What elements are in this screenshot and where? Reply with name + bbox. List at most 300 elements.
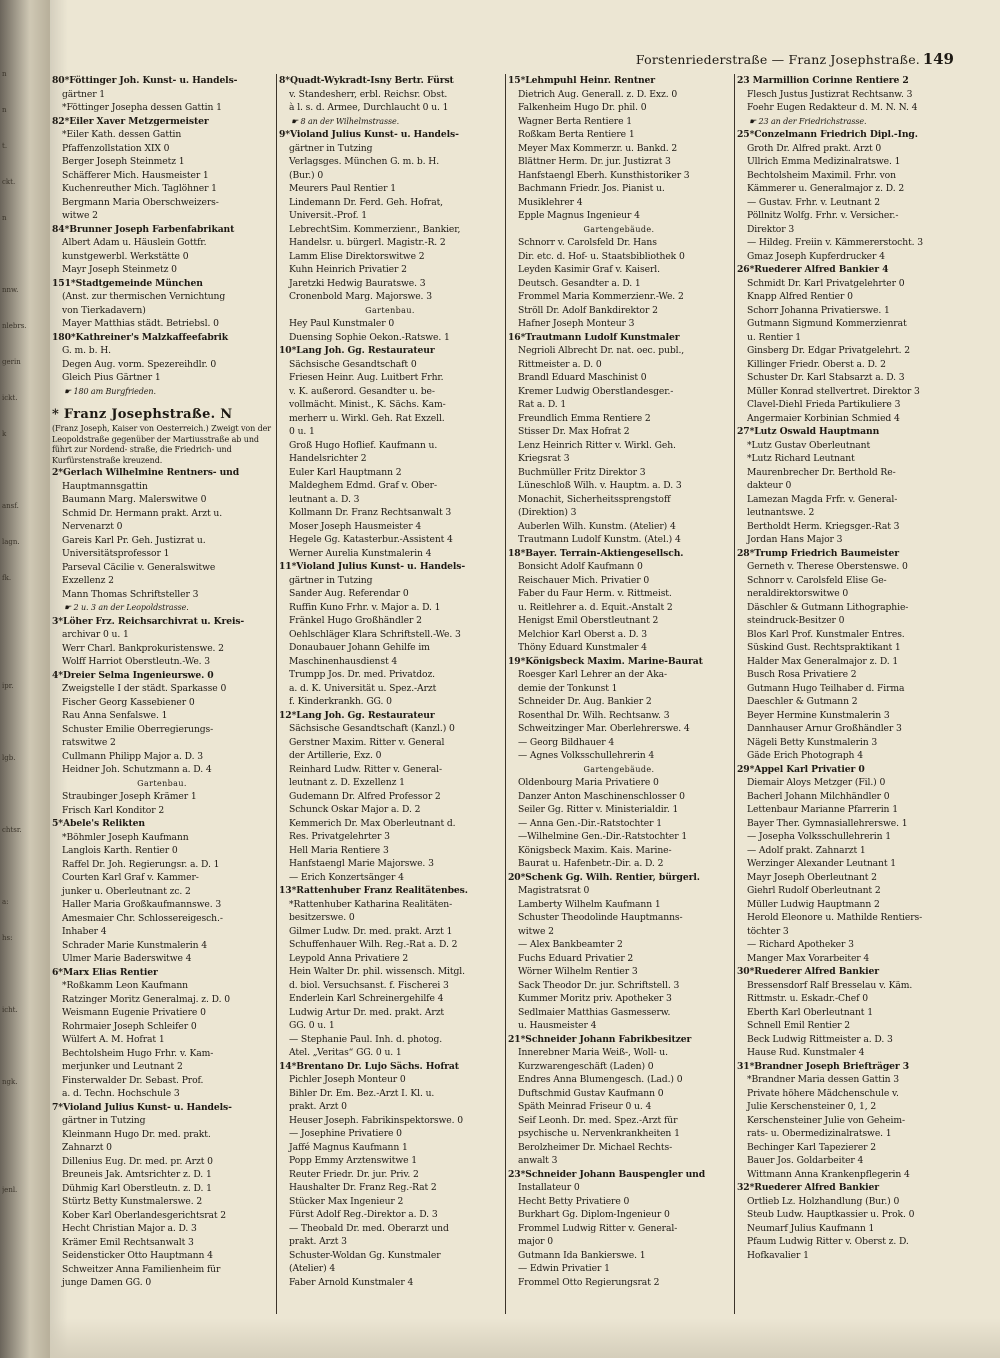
resident-entry: Albert Adam u. Häuslein Gottfr. (62, 237, 207, 248)
facing-page-fragment: jenl. (2, 1186, 18, 1194)
resident-entry: Bacherl Johann Milchhändler 0 (747, 790, 890, 802)
resident-entry: Killinger Friedr. Oberst a. D. 2 (747, 358, 886, 370)
resident-entry: Oldenbourg Maria Privatiere 0 (518, 777, 659, 788)
resident-entry: junker u. Oberleutnant zc. 2 (62, 885, 191, 897)
resident-entry: Atel. „Veritas“ GG. 0 u. 1 (289, 1047, 402, 1058)
resident-entry: Jaffé Magnus Kaufmann 1 (289, 1141, 408, 1153)
resident-entry: Schneider Dr. Aug. Bankier 2 (518, 696, 652, 707)
resident-entry: Moser Joseph Hausmeister 4 (289, 520, 422, 532)
resident-entry: Schrader Marie Kunstmalerin 4 (62, 939, 208, 951)
facing-page-fragment: nlebrs. (2, 322, 27, 330)
resident-entry: Julie Kerschensteiner 0, 1, 2 (747, 1101, 877, 1112)
resident-entry: Endres Anna Blumengesch. (Lad.) 0 (518, 1074, 683, 1085)
resident-entry: dakteur 0 (747, 480, 792, 491)
resident-entry: Rau Anna Senfalswe. 1 (62, 710, 168, 721)
resident-entry: — Josepha Volksschullehrerin 1 (747, 831, 891, 842)
resident-entry: Schuffenhauer Wilh. Reg.-Rat a. D. 2 (289, 939, 458, 950)
resident-entry: Hein Walter Dr. phil. wissensch. Mitgl. (289, 966, 465, 977)
resident-entry: Zweigstelle I der städt. Sparkasse 0 (62, 683, 227, 694)
resident-entry: Frommel Ludwig Ritter v. General- (518, 1222, 678, 1234)
facing-page-fragment: t. (2, 142, 8, 150)
resident-entry: Mann Thomas Schriftsteller 3 (62, 588, 199, 600)
resident-entry: Donaubauer Johann Gehilfe im (289, 642, 430, 653)
resident-entry: Maldeghem Edmd. Graf v. Ober- (289, 480, 437, 491)
resident-entry: Foehr Eugen Redakteur d. M. N. N. 4 (747, 102, 918, 113)
resident-entry: Raffel Dr. Joh. Regierungsr. a. D. 1 (62, 858, 220, 870)
resident-entry: Monachit, Sicherheitssprengstoff (518, 493, 671, 505)
resident-entry: Bonsicht Adolf Kaufmann 0 (518, 561, 643, 572)
resident-entry: Diemair Aloys Metzger (Fil.) 0 (747, 777, 886, 788)
resident-entry: Kleinmann Hugo Dr. med. prakt. (62, 1128, 211, 1140)
resident-entry: psychische u. Nervenkrankheiten 1 (518, 1128, 680, 1139)
resident-entry: Gerneth v. Therese Oberstenswe. 0 (747, 561, 908, 572)
resident-entry: Heidner Joh. Schutzmann a. D. 4 (62, 764, 212, 775)
facing-page-fragment: k (2, 430, 7, 438)
house-entry: 31*Brandner Joseph Briefträger 3 (737, 1060, 910, 1072)
resident-entry: Schmid Dr. Hermann prakt. Arzt u. (62, 507, 223, 519)
resident-entry: kunstgewerbl. Werkstätte 0 (62, 250, 189, 262)
resident-entry: Fränkel Hugo Großhändler 2 (289, 615, 422, 626)
resident-entry: Eberth Karl Oberleutnant 1 (747, 1006, 873, 1018)
house-entry: 26*Ruederer Alfred Bankier 4 (737, 264, 889, 275)
resident-entry: Wagner Berta Rentiere 1 (518, 115, 632, 127)
resident-entry: Schäfferer Mich. Hausmeister 1 (62, 169, 209, 181)
resident-entry: Wülfert A. M. Hofrat 1 (62, 1034, 165, 1045)
resident-entry: Haller Maria Großkaufmannswe. 3 (62, 899, 222, 910)
resident-entry: Maschinenhausdienst 4 (289, 655, 398, 667)
resident-entry: Roßkam Berta Rentiere 1 (518, 129, 635, 140)
resident-entry: Parseval Cäcilie v. Generalswitwe (62, 561, 216, 573)
resident-entry: Blos Karl Prof. Kunstmaler Entres. (747, 628, 905, 640)
resident-entry: Schnell Emil Rentier 2 (747, 1020, 851, 1031)
resident-entry: Gleich Pius Gärtner 1 (62, 372, 161, 383)
resident-entry: Sedlmaier Matthias Gasmesserw. (518, 1006, 671, 1018)
resident-entry: Seidensticker Otto Hauptmann 4 (62, 1250, 213, 1261)
resident-entry: Neumarf Julius Kaufmann 1 (747, 1222, 875, 1234)
resident-entry: Groth Dr. Alfred prakt. Arzt 0 (747, 142, 882, 154)
resident-entry: Sächsische Gesandtschaft 0 (289, 358, 417, 370)
resident-entry: Groß Hugo Hoflief. Kaufmann u. (289, 439, 438, 451)
resident-entry: leutnant a. D. 3 (289, 493, 360, 505)
resident-entry: Handelsrichter 2 (289, 453, 367, 464)
resident-entry: — Edwin Privatier 1 (518, 1263, 610, 1274)
resident-entry: leutnant z. D. Exzellenz 1 (289, 777, 405, 788)
resident-entry: Dillenius Eug. Dr. med. pr. Arzt 0 (62, 1155, 213, 1167)
resident-entry: Gutmann Hugo Teilhaber d. Firma (747, 682, 905, 694)
resident-entry: Hegele Gg. Katasterbur.-Assistent 4 (289, 534, 453, 545)
resident-entry: Faber Arnold Kunstmaler 4 (289, 1276, 414, 1288)
resident-entry: Pichler Joseph Monteur 0 (289, 1074, 406, 1085)
resident-entry: Schunck Oskar Major a. D. 2 (289, 804, 421, 815)
resident-entry: Cronenbold Marg. Majorswe. 3 (289, 291, 432, 302)
house-entry: 9*Violand Julius Kunst- u. Handels- (279, 129, 459, 140)
resident-entry: Busch Rosa Privatiere 2 (747, 669, 857, 680)
resident-entry: Exzellenz 2 (62, 575, 114, 586)
resident-entry: Stisser Dr. Max Hofrat 2 (518, 426, 630, 437)
facing-page-fragment: hs: (2, 934, 13, 942)
resident-entry: der Artillerie, Exz. 0 (289, 750, 382, 761)
resident-entry: Thöny Eduard Kunstmaler 4 (518, 642, 647, 653)
resident-entry: Private höhere Mädchenschule v. (747, 1087, 899, 1099)
house-entry: 11*Violand Julius Kunst- u. Handels- (279, 561, 466, 572)
resident-entry: Dannhauser Arnur Großhändler 3 (747, 723, 902, 734)
resident-entry: LebrechtSim. Kommerzienr., Bankier, (289, 223, 461, 235)
resident-entry: Hell Maria Rentiere 3 (289, 844, 389, 856)
resident-entry: Kerschensteiner Julie von Geheim- (747, 1114, 906, 1126)
house-entry: 7*Violand Julius Kunst- u. Handels- (52, 1101, 232, 1113)
resident-entry: Ludwig Artur Dr. med. prakt. Arzt (289, 1006, 445, 1018)
resident-entry: Cullmann Philipp Major a. D. 3 (62, 750, 203, 762)
resident-entry: gärtner in Tutzing (289, 142, 373, 154)
resident-entry: Leypold Anna Privatiere 2 (289, 952, 409, 964)
resident-entry: Direktor 3 (747, 223, 795, 235)
resident-entry: Bihler Dr. Em. Bez.-Arzt I. Kl. u. (289, 1087, 435, 1099)
resident-entry: witwe 2 (518, 925, 554, 937)
resident-entry: Lamberty Wilhelm Kaufmann 1 (518, 898, 661, 910)
resident-entry: Fürst Adolf Reg.-Direktor a. D. 3 (289, 1209, 438, 1220)
building-subheading: Gartengebäude. (583, 764, 655, 774)
facing-page-fragment: lgb. (2, 754, 16, 762)
resident-entry: Friesen Heinr. Aug. Luitbert Frhr. (289, 372, 444, 383)
resident-entry: à l. s. d. Armee, Durchlaucht 0 u. 1 (289, 102, 449, 113)
resident-entry: Clavel-Diehl Frieda Partikuliere 3 (747, 399, 901, 410)
resident-entry: Gmaz Joseph Kupferdrucker 4 (747, 250, 885, 262)
resident-entry: f. Kinderkrankh. GG. 0 (289, 696, 392, 707)
street-heading: * Franz Josephstraße. N (52, 407, 233, 422)
resident-entry: neraldirektorswitwe 0 (747, 588, 849, 599)
resident-entry: Mayer Matthias städt. Betriebsl. 0 (62, 318, 219, 329)
resident-entry: — Georg Bildhauer 4 (518, 736, 615, 748)
resident-entry: Sächsische Gesandtschaft (Kanzl.) 0 (289, 723, 455, 734)
house-entry: 2*Gerlach Wilhelmine Rentners- und (52, 467, 240, 478)
resident-entry: Gilmer Ludw. Dr. med. prakt. Arzt 1 (289, 925, 453, 937)
resident-entry: Kuchenreuther Mich. Taglöhner 1 (62, 183, 217, 194)
house-entry: 29*Appel Karl Privatier 0 (737, 763, 865, 775)
resident-entry: Gutmann Ida Bankierswe. 1 (518, 1249, 646, 1261)
resident-entry: Haushalter Dr. Franz Reg.-Rat 2 (289, 1182, 437, 1193)
resident-entry: Ströll Dr. Adolf Bankdirektor 2 (518, 304, 658, 316)
resident-entry: Henigst Emil Oberstleutnant 2 (518, 615, 659, 626)
house-entry: 151*Stadtgemeinde München (52, 277, 203, 289)
building-subheading: Gartenbau. (137, 778, 187, 788)
resident-entry: von Tierkadavern) (62, 304, 146, 316)
resident-entry: merjunker und Leutnant 2 (62, 1061, 183, 1072)
resident-entry: gärtner in Tutzing (62, 1115, 146, 1126)
resident-entry: Meyer Max Kommerzr. u. Bankd. 2 (518, 142, 678, 154)
resident-entry: Bechtolsheim Maximil. Frhr. von (747, 169, 896, 181)
column-2 (279, 74, 501, 1314)
house-entry: 14*Brentano Dr. Lujo Sächs. Hofrat (279, 1060, 459, 1072)
resident-entry: *Böhmler Joseph Kaufmann (62, 831, 189, 843)
resident-entry: Ortlieb Lz. Holzhandlung (Bur.) 0 (747, 1195, 900, 1207)
resident-entry: Roesger Karl Lehrer an der Aka- (518, 669, 668, 680)
resident-entry: Deutsch. Gesandter a. D. 1 (518, 277, 641, 289)
resident-entry: Stürtz Betty Kunstmalerswe. 2 (62, 1196, 203, 1207)
facing-page-fragment: gerin (2, 358, 21, 366)
resident-entry: Heuser Joseph. Fabrikinspektorswe. 0 (289, 1114, 464, 1126)
building-subheading: Gartengebäude. (583, 224, 655, 234)
resident-entry: Gareis Karl Pr. Geh. Justizrat u. (62, 534, 206, 546)
column-1 (52, 74, 272, 1314)
house-entry: 18*Bayer. Terrain-Aktiengesellsch. (508, 547, 684, 559)
resident-entry: Wittmann Anna Krankenpflegerin 4 (747, 1168, 910, 1180)
resident-entry: Schuster Theodolinde Hauptmanns- (518, 912, 683, 923)
resident-entry: Kuhn Heinrich Privatier 2 (289, 264, 407, 275)
resident-entry: Hafner Joseph Monteur 3 (518, 318, 635, 329)
resident-entry: Faber du Faur Herm. v. Rittmeist. (518, 588, 672, 599)
resident-entry: Hofkavalier 1 (747, 1249, 809, 1261)
resident-entry: Süskind Gust. Rechtspraktikant 1 (747, 642, 901, 653)
resident-entry: Breuneis Jak. Amtsrichter z. D. 1 (62, 1169, 212, 1180)
house-entry: 32*Ruederer Alfred Bankier (737, 1182, 879, 1193)
resident-entry: besitzerswe. 0 (289, 912, 355, 923)
resident-entry: Stücker Max Ingenieur 2 (289, 1195, 404, 1207)
resident-entry: Dir. etc. d. Hof- u. Staatsbibliothek 0 (518, 250, 685, 262)
facing-page-fragment: n (2, 214, 7, 222)
resident-entry: Daeschler & Gutmann 2 (747, 696, 858, 707)
resident-entry: Gäde Erich Photograph 4 (747, 750, 863, 761)
resident-entry: Schnorr v. Carolsfeld Elise Ge- (747, 574, 887, 586)
resident-entry: Epple Magnus Ingenieur 4 (518, 210, 640, 221)
resident-entry: — Adolf prakt. Zahnarzt 1 (747, 844, 866, 856)
page-bottom-shade (50, 1318, 1000, 1358)
resident-entry: prakt. Arzt 0 (289, 1101, 347, 1112)
resident-entry: Duensing Sophie Oekon.-Ratswe. 1 (289, 331, 450, 343)
resident-entry: Baurat u. Hafenbetr.-Dir. a. D. 2 (518, 858, 664, 869)
resident-entry: Sander Aug. Referendar 0 (289, 588, 409, 599)
house-entry: 16*Trautmann Ludolf Kunstmaler (508, 331, 680, 343)
resident-entry: Schmidt Dr. Karl Privatgelehrter 0 (747, 277, 905, 289)
resident-entry: Frommel Otto Regierungsrat 2 (518, 1276, 660, 1288)
house-entry: 5*Abele's Relikten (52, 818, 145, 829)
resident-entry: Flesch Justus Justizrat Rechtsanw. 3 (747, 88, 913, 100)
resident-entry: Bachmann Friedr. Jos. Pianist u. (518, 183, 665, 194)
resident-entry: — Agnes Volksschullehrerin 4 (518, 750, 655, 761)
house-entry: 21*Schneider Johann Fabrikbesitzer (508, 1033, 692, 1045)
resident-entry: Kemmerich Dr. Max Oberleutnant d. (289, 817, 456, 829)
resident-entry: Nervenarzt 0 (62, 521, 123, 532)
resident-entry: Schuster Dr. Karl Stabsarzt a. D. 3 (747, 372, 905, 383)
resident-entry: Giehrl Rudolf Oberleutnant 2 (747, 885, 881, 896)
resident-entry: Werzinger Alexander Leutnant 1 (747, 858, 896, 869)
resident-entry: *Lutz Richard Leutnant (747, 453, 855, 464)
house-entry: 25*Conzelmann Friedrich Dipl.-Ing. (737, 129, 918, 140)
resident-entry: vollmächt. Minist., K. Sächs. Kam- (289, 399, 446, 410)
resident-entry: Handelsr. u. bürgerl. Magistr.-R. 2 (289, 237, 446, 248)
resident-entry: Kriegsrat 3 (518, 453, 570, 464)
resident-entry: Finsterwalder Dr. Sebast. Prof. (62, 1074, 204, 1086)
corner-note: ☛ 2 u. 3 an der Leopoldstrasse. (64, 603, 189, 612)
resident-entry: v. Standesherr, erbl. Reichsr. Obst. (289, 88, 448, 100)
resident-entry: Trautmann Ludolf Kunstm. (Atel.) 4 (518, 534, 681, 545)
resident-entry: Euler Karl Hauptmann 2 (289, 466, 402, 478)
resident-entry: rats- u. Obermedizinalratswe. 1 (747, 1128, 892, 1139)
resident-entry: Angermaier Korbinian Schmied 4 (747, 412, 900, 424)
resident-entry: Beck Ludwig Rittmeister a. D. 3 (747, 1033, 893, 1045)
resident-entry: Ullrich Emma Medizinalratswe. 1 (747, 156, 901, 167)
resident-entry: Mayr Joseph Steinmetz 0 (62, 264, 177, 275)
resident-entry: anwalt 3 (518, 1155, 558, 1166)
house-entry: 10*Lang Joh. Gg. Restaurateur (279, 345, 435, 356)
resident-entry: Lüneschloß Wilh. v. Hauptm. a. D. 3 (518, 480, 682, 491)
house-entry: 84*Brunner Joseph Farbenfabrikant (52, 223, 235, 235)
resident-entry: Auberlen Wilh. Kunstm. (Atelier) 4 (518, 520, 676, 532)
resident-entry: Blättner Herm. Dr. jur. Justizrat 3 (518, 156, 671, 167)
resident-entry: Ulmer Marie Baderswitwe 4 (62, 953, 192, 964)
resident-entry: Popp Emmy Arztenswitwe 1 (289, 1155, 418, 1166)
resident-entry: Musiklehrer 4 (518, 196, 583, 208)
resident-entry: Ratzinger Moritz Generalmaj. z. D. 0 (62, 993, 230, 1005)
resident-entry: Fischer Georg Kassebiener 0 (62, 696, 195, 708)
resident-entry: Nägeli Betty Kunstmalerin 3 (747, 736, 878, 748)
resident-entry: Melchior Karl Oberst a. D. 3 (518, 628, 648, 640)
resident-entry: — Gustav. Frhr. v. Leutnant 2 (747, 196, 881, 208)
page-number: 149 (922, 50, 954, 68)
resident-entry: töchter 3 (747, 925, 789, 937)
corner-note: ☛ 180 am Burgfrieden. (64, 386, 156, 396)
resident-entry: — Hildeg. Freiin v. Kämmererstocht. 3 (747, 237, 923, 248)
resident-entry: Danzer Anton Maschinenschlosser 0 (518, 790, 685, 802)
resident-entry: Schweitzer Anna Familienheim für (62, 1263, 221, 1275)
house-entry: 30*Ruederer Alfred Bankier (737, 966, 879, 977)
resident-entry: Gerstner Maxim. Ritter v. General (289, 736, 445, 748)
resident-entry: gärtner in Tutzing (289, 574, 373, 586)
resident-entry: Gudemann Dr. Alfred Professor 2 (289, 790, 441, 802)
resident-entry: steindruck-Besitzer 0 (747, 615, 845, 626)
resident-entry: Werner Aurelia Kunstmalerin 4 (289, 547, 432, 559)
resident-entry: Reuter Friedr. Dr. jur. Priv. 2 (289, 1168, 419, 1180)
resident-entry: Hecht Christian Major a. D. 3 (62, 1223, 197, 1234)
resident-entry: 0 u. 1 (289, 426, 315, 437)
resident-entry: Kurzwarengeschäft (Laden) 0 (518, 1060, 654, 1072)
resident-entry: Magistratsrat 0 (518, 885, 590, 896)
resident-entry: Kremer Ludwig Oberstlandesger.- (518, 385, 674, 397)
house-entry: 4*Dreier Selma Ingenieurswe. 0 (52, 669, 214, 681)
resident-entry: Straubinger Joseph Krämer 1 (62, 791, 197, 802)
facing-page-fragment: n (2, 70, 7, 78)
resident-entry: v. K. außerord. Gesandter u. be- (289, 385, 435, 397)
resident-entry: Innerebner Maria Weiß-, Woll- u. (518, 1047, 668, 1058)
resident-entry: *Eiler Kath. dessen Gattin (62, 129, 182, 140)
facing-page-fragment: ipr. (2, 682, 14, 690)
resident-entry: junge Damen GG. 0 (62, 1277, 152, 1288)
resident-entry: Steub Ludw. Hauptkassier u. Prok. 0 (747, 1209, 915, 1220)
resident-entry: Meurers Paul Rentier 1 (289, 183, 396, 194)
resident-entry: Kollmann Dr. Franz Rechtsanwalt 3 (289, 507, 452, 518)
resident-entry: Wolff Harriot Oberstleutn.-We. 3 (62, 656, 211, 667)
resident-entry: Rittmeister a. D. 0 (518, 358, 602, 370)
resident-entry: (Bur.) 0 (289, 169, 324, 181)
resident-entry: a. d. Techn. Hochschule 3 (62, 1088, 180, 1099)
resident-entry: Lettenbaur Marianne Pfarrerin 1 (747, 804, 898, 815)
resident-entry: Hanfstaengl Marie Majorswe. 3 (289, 858, 434, 869)
resident-entry: Installateur 0 (518, 1182, 580, 1193)
resident-entry: — Alex Bankbeamter 2 (518, 939, 623, 950)
house-entry: 20*Schenk Gg. Wilh. Rentier, bürgerl. (508, 871, 700, 883)
facing-page-fragment: ansf. (2, 502, 19, 510)
resident-entry: — Theobald Dr. med. Oberarzt und (289, 1222, 449, 1234)
street-description: (Franz Joseph, Kaiser von Oesterreich.) Zweigt von der Leopoldstraße gegenüber der Martiusstraße ab und führt zur Nordend- straße, die Friedrich- und Kurfürstenstraße kreuzend. (52, 424, 271, 465)
facing-page-fragment: nnw. (2, 286, 19, 294)
facing-page-fragment: lagn. (2, 538, 20, 546)
house-entry: 28*Trump Friedrich Baumeister (737, 547, 900, 559)
facing-page-fragment: fk. (2, 574, 12, 582)
resident-entry: Hanfstaengl Eberh. Kunsthistoriker 3 (518, 169, 690, 181)
resident-entry: Berger Joseph Steinmetz 1 (62, 156, 185, 167)
house-entry: 23*Schneider Johann Bauspengler und (508, 1168, 706, 1180)
directory-columns (52, 74, 942, 1314)
resident-entry: Berolzheimer Dr. Michael Rechts- (518, 1141, 673, 1153)
resident-entry: Seif Leonh. Dr. med. Spez.-Arzt für (518, 1114, 678, 1126)
resident-entry: ratswitwe 2 (62, 737, 116, 748)
resident-entry: merherr u. Wirkl. Geh. Rat Exzell. (289, 412, 445, 424)
resident-entry: Halder Max Generalmajor z. D. 1 (747, 655, 899, 667)
resident-entry: Trumpp Jos. Dr. med. Privatdoz. (289, 669, 436, 680)
resident-entry: witwe 2 (62, 210, 98, 221)
resident-entry: Rohrmaier Joseph Schleifer 0 (62, 1020, 197, 1032)
resident-entry: Res. Privatgelehrter 3 (289, 831, 390, 842)
directory-page (50, 0, 1000, 1358)
resident-entry: Kober Karl Oberlandesgerichtsrat 2 (62, 1209, 227, 1221)
resident-entry: Schorr Johanna Privatierswe. 1 (747, 304, 890, 316)
column-3 (508, 74, 730, 1314)
resident-entry: Hauptmannsgattin (62, 480, 148, 492)
resident-entry: Herold Eleonore u. Mathilde Rentiers- (747, 912, 923, 923)
house-entry: 80*Föttinger Joh. Kunst- u. Handels- (52, 75, 238, 86)
resident-entry: archivar 0 u. 1 (62, 629, 129, 640)
resident-entry: Späth Meinrad Friseur 0 u. 4 (518, 1101, 652, 1112)
house-entry: 6*Marx Elias Rentier (52, 966, 158, 978)
resident-entry: Duftschmid Gustav Kaufmann 0 (518, 1087, 664, 1099)
resident-entry: Zahnarzt 0 (62, 1142, 112, 1153)
resident-entry: Verlagsges. München G. m. b. H. (289, 156, 440, 167)
resident-entry: Ginsberg Dr. Edgar Privatgelehrt. 2 (747, 345, 911, 356)
resident-entry: Buchmüller Fritz Direktor 3 (518, 466, 646, 478)
resident-entry: Rosenthal Dr. Wilh. Rechtsanw. 3 (518, 709, 670, 721)
facing-page-fragment: ickt. (2, 394, 18, 402)
resident-entry: Amesmaier Chr. Schlossereigesch.- (62, 912, 223, 924)
resident-entry: Seiler Gg. Ritter v. Ministerialdir. 1 (518, 804, 679, 815)
resident-entry: Kämmerer u. Generalmajor z. D. 2 (747, 183, 905, 194)
resident-entry: Kummer Moritz priv. Apotheker 3 (518, 993, 672, 1004)
resident-entry: Knapp Alfred Rentier 0 (747, 291, 853, 302)
resident-entry: Ruffin Kuno Frhr. v. Major a. D. 1 (289, 601, 441, 613)
resident-entry: *Föttinger Josepha dessen Gattin 1 (62, 102, 222, 113)
resident-entry: Universit.-Prof. 1 (289, 210, 368, 221)
resident-entry: u. Rentier 1 (747, 331, 802, 343)
resident-entry: Oehlschläger Klara Schriftstell.-We. 3 (289, 628, 461, 640)
resident-entry: Maurenbrecher Dr. Berthold Re- (747, 466, 896, 478)
resident-entry: *Brandner Maria dessen Gattin 3 (747, 1074, 900, 1085)
resident-entry: Bertholdt Herm. Kriegsger.-Rat 3 (747, 520, 900, 532)
resident-entry: Manger Max Vorarbeiter 4 (747, 952, 870, 964)
resident-entry: — Anna Gen.-Dir.-Ratstochter 1 (518, 817, 662, 829)
facing-page-fragment: a: (2, 898, 9, 906)
resident-entry: Dietrich Aug. Generall. z. D. Exz. 0 (518, 88, 678, 100)
resident-entry: Negrioli Albrecht Dr. nat. oec. publ., (518, 345, 685, 356)
resident-entry: — Josephine Privatiere 0 (289, 1128, 402, 1139)
resident-entry: Reinhard Ludw. Ritter v. General- (289, 763, 442, 775)
resident-entry: Beyer Hermine Kunstmalerin 3 (747, 709, 890, 721)
resident-entry: d. biol. Versuchsanst. f. Fischerei 3 (289, 979, 449, 991)
resident-entry: Leyden Kasimir Graf v. Kaiserl. (518, 264, 660, 275)
resident-entry: Universitätsprofessor 1 (62, 548, 170, 559)
corner-note: ☛ 23 an der Friedrichstrasse. (749, 116, 867, 126)
resident-entry: Jordan Hans Major 3 (747, 534, 843, 545)
resident-entry: Schuster-Woldan Gg. Kunstmaler (289, 1249, 441, 1261)
resident-entry: (Anst. zur thermischen Vernichtung (62, 291, 226, 302)
resident-entry: Bressensdorf Ralf Bresselau v. Käm. (747, 979, 913, 991)
